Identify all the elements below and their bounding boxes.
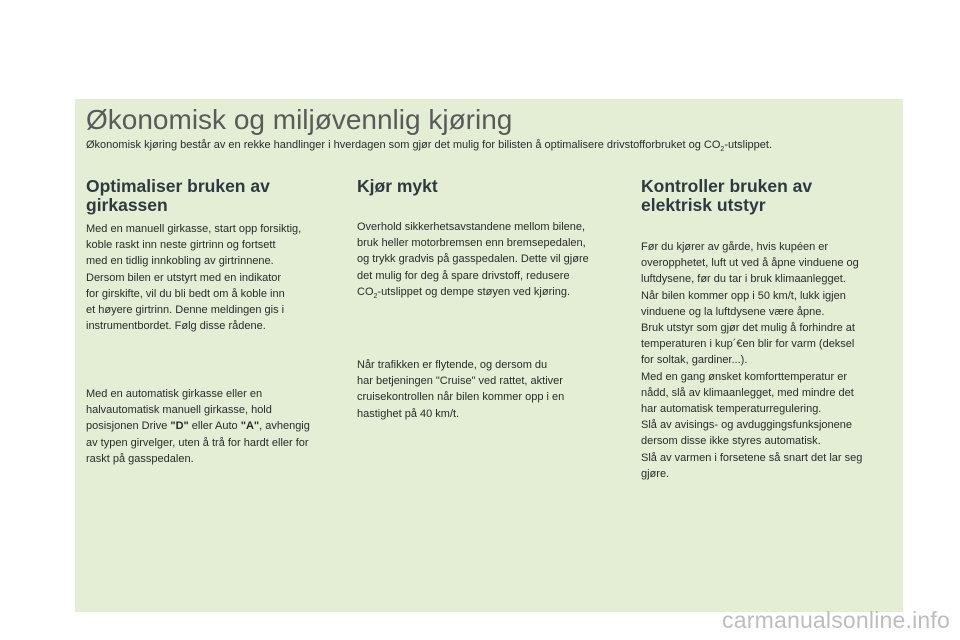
text-line: for soltak, gardiner...). <box>641 354 748 367</box>
text-line: et høyere girtrinn. Denne meldingen gis i <box>86 304 285 317</box>
text-line: vinduene og la luftdysene være åpne. <box>641 305 825 318</box>
text-line: nådd, slå av klimaanlegget, med mindre det <box>641 386 854 399</box>
section-gearbox-automatic-paragraph <box>86 386 350 467</box>
heading-line: girkassen <box>86 195 168 215</box>
text-line: Slå av varmen i forsetene så snart det lar seg <box>641 451 863 464</box>
co2-subscript: 2 <box>373 293 378 300</box>
auto-position-label: "A" <box>240 420 260 433</box>
text-line: dersom disse ikke styres automatisk. <box>641 435 821 448</box>
section-drive-smooth-heading-block <box>357 177 627 196</box>
intro-text-after: -utslippet. <box>724 139 773 151</box>
text-line: Dersom bilen er utstyrt med en indikator <box>86 271 282 284</box>
section-gearbox-heading <box>86 177 350 215</box>
text-segment: posisjonen Drive <box>86 420 171 433</box>
text-line: Slå av avisings- og avduggingsfunksjonene <box>641 419 852 432</box>
text-line: og trykk gradvis på gasspedalen. Dette vil gjøre <box>357 253 589 266</box>
text-line: har betjeningen "Cruise" ved rattet, aktiver <box>357 375 563 388</box>
text-segment: CO <box>357 285 374 298</box>
text-segment: , avhengig <box>259 420 310 433</box>
intro-text <box>86 139 772 153</box>
text-line: Bruk utstyr som gjør det mulig å forhindre at <box>641 322 855 335</box>
section-drive-smooth-heading: Kjør mykt <box>357 176 438 196</box>
section-cruise-paragraph <box>357 357 627 422</box>
section-gearbox-manual-paragraph <box>86 221 350 334</box>
text-line: luftdysene, før du tar i bruk klimaanlegget. <box>641 273 846 286</box>
text-line: halvautomatisk manuell girkasse, hold <box>86 404 272 417</box>
text-line: med en tidlig innkobling av girtrinnene. <box>86 255 274 268</box>
text-line: Med en automatisk girkasse eller en <box>86 388 263 400</box>
section-drive-smooth-paragraph <box>357 219 627 305</box>
text-line: instrumentbordet. Følg disse rådene. <box>86 320 266 333</box>
text-segment: -utslippet og dempe støyen ved kjøring. <box>377 285 570 298</box>
page-title: Økonomisk og miljøvennlig kjøring <box>86 104 513 135</box>
watermark-text: carmanualsonline.info <box>722 607 950 633</box>
text-line: det mulig for deg å spare drivstoff, redusere <box>357 269 570 282</box>
text-line: koble raskt inn neste girtrinn og fortsett <box>86 239 276 252</box>
text-line: Når bilen kommer opp i 50 km/t, lukk igjen <box>641 289 846 302</box>
section-electrical-heading-block <box>641 177 896 215</box>
drive-position-label: "D" <box>170 420 189 433</box>
text-segment: eller Auto <box>188 420 241 433</box>
text-line: Med en manuell girkasse, start opp forsiktig, <box>86 223 302 235</box>
text-line: Overhold sikkerhetsavstandene mellom bilene, <box>357 221 586 233</box>
section-gearbox-heading-block <box>86 177 350 215</box>
text-line: hastighet på 40 km/t. <box>357 407 460 420</box>
intro-text-before: Økonomisk kjøring består av en rekke handlinger i hverdagen som gjør det mulig for bilisten å optimalisere drivstofforbruket og CO <box>86 139 721 151</box>
text-line: overopphetet, luft ut ved å åpne vinduene og <box>641 257 859 270</box>
text-line: gjøre. <box>641 467 670 480</box>
text-line: bruk heller motorbremsen enn bremsepedalen, <box>357 237 586 250</box>
text-line: temperaturen i kup´€en blir for varm (deksel <box>641 338 855 351</box>
text-line: har automatisk temperaturregulering. <box>641 403 822 416</box>
heading-line: Kontroller bruken av <box>641 176 813 196</box>
section-electrical-heading <box>641 177 896 215</box>
text-line: av typen girvelger, uten å trå for hardt eller for <box>86 436 309 449</box>
heading-line: elektrisk utstyr <box>641 195 766 215</box>
text-line: for girskifte, vil du bli bedt om å koble inn <box>86 287 285 300</box>
text-line: raskt på gasspedalen. <box>86 452 194 465</box>
heading-line: Optimaliser bruken av <box>86 176 270 196</box>
text-line: Før du kjører av gårde, hvis kupéen er <box>641 241 829 253</box>
text-line: Når trafikken er flytende, og dersom du <box>357 359 548 371</box>
text-line: Med en gang ønsket komforttemperatur er <box>641 370 848 383</box>
text-line: cruisekontrollen når bilen kommer opp i en <box>357 391 565 404</box>
section-electrical-paragraph <box>641 239 896 482</box>
intro-subscript: 2 <box>720 146 725 154</box>
